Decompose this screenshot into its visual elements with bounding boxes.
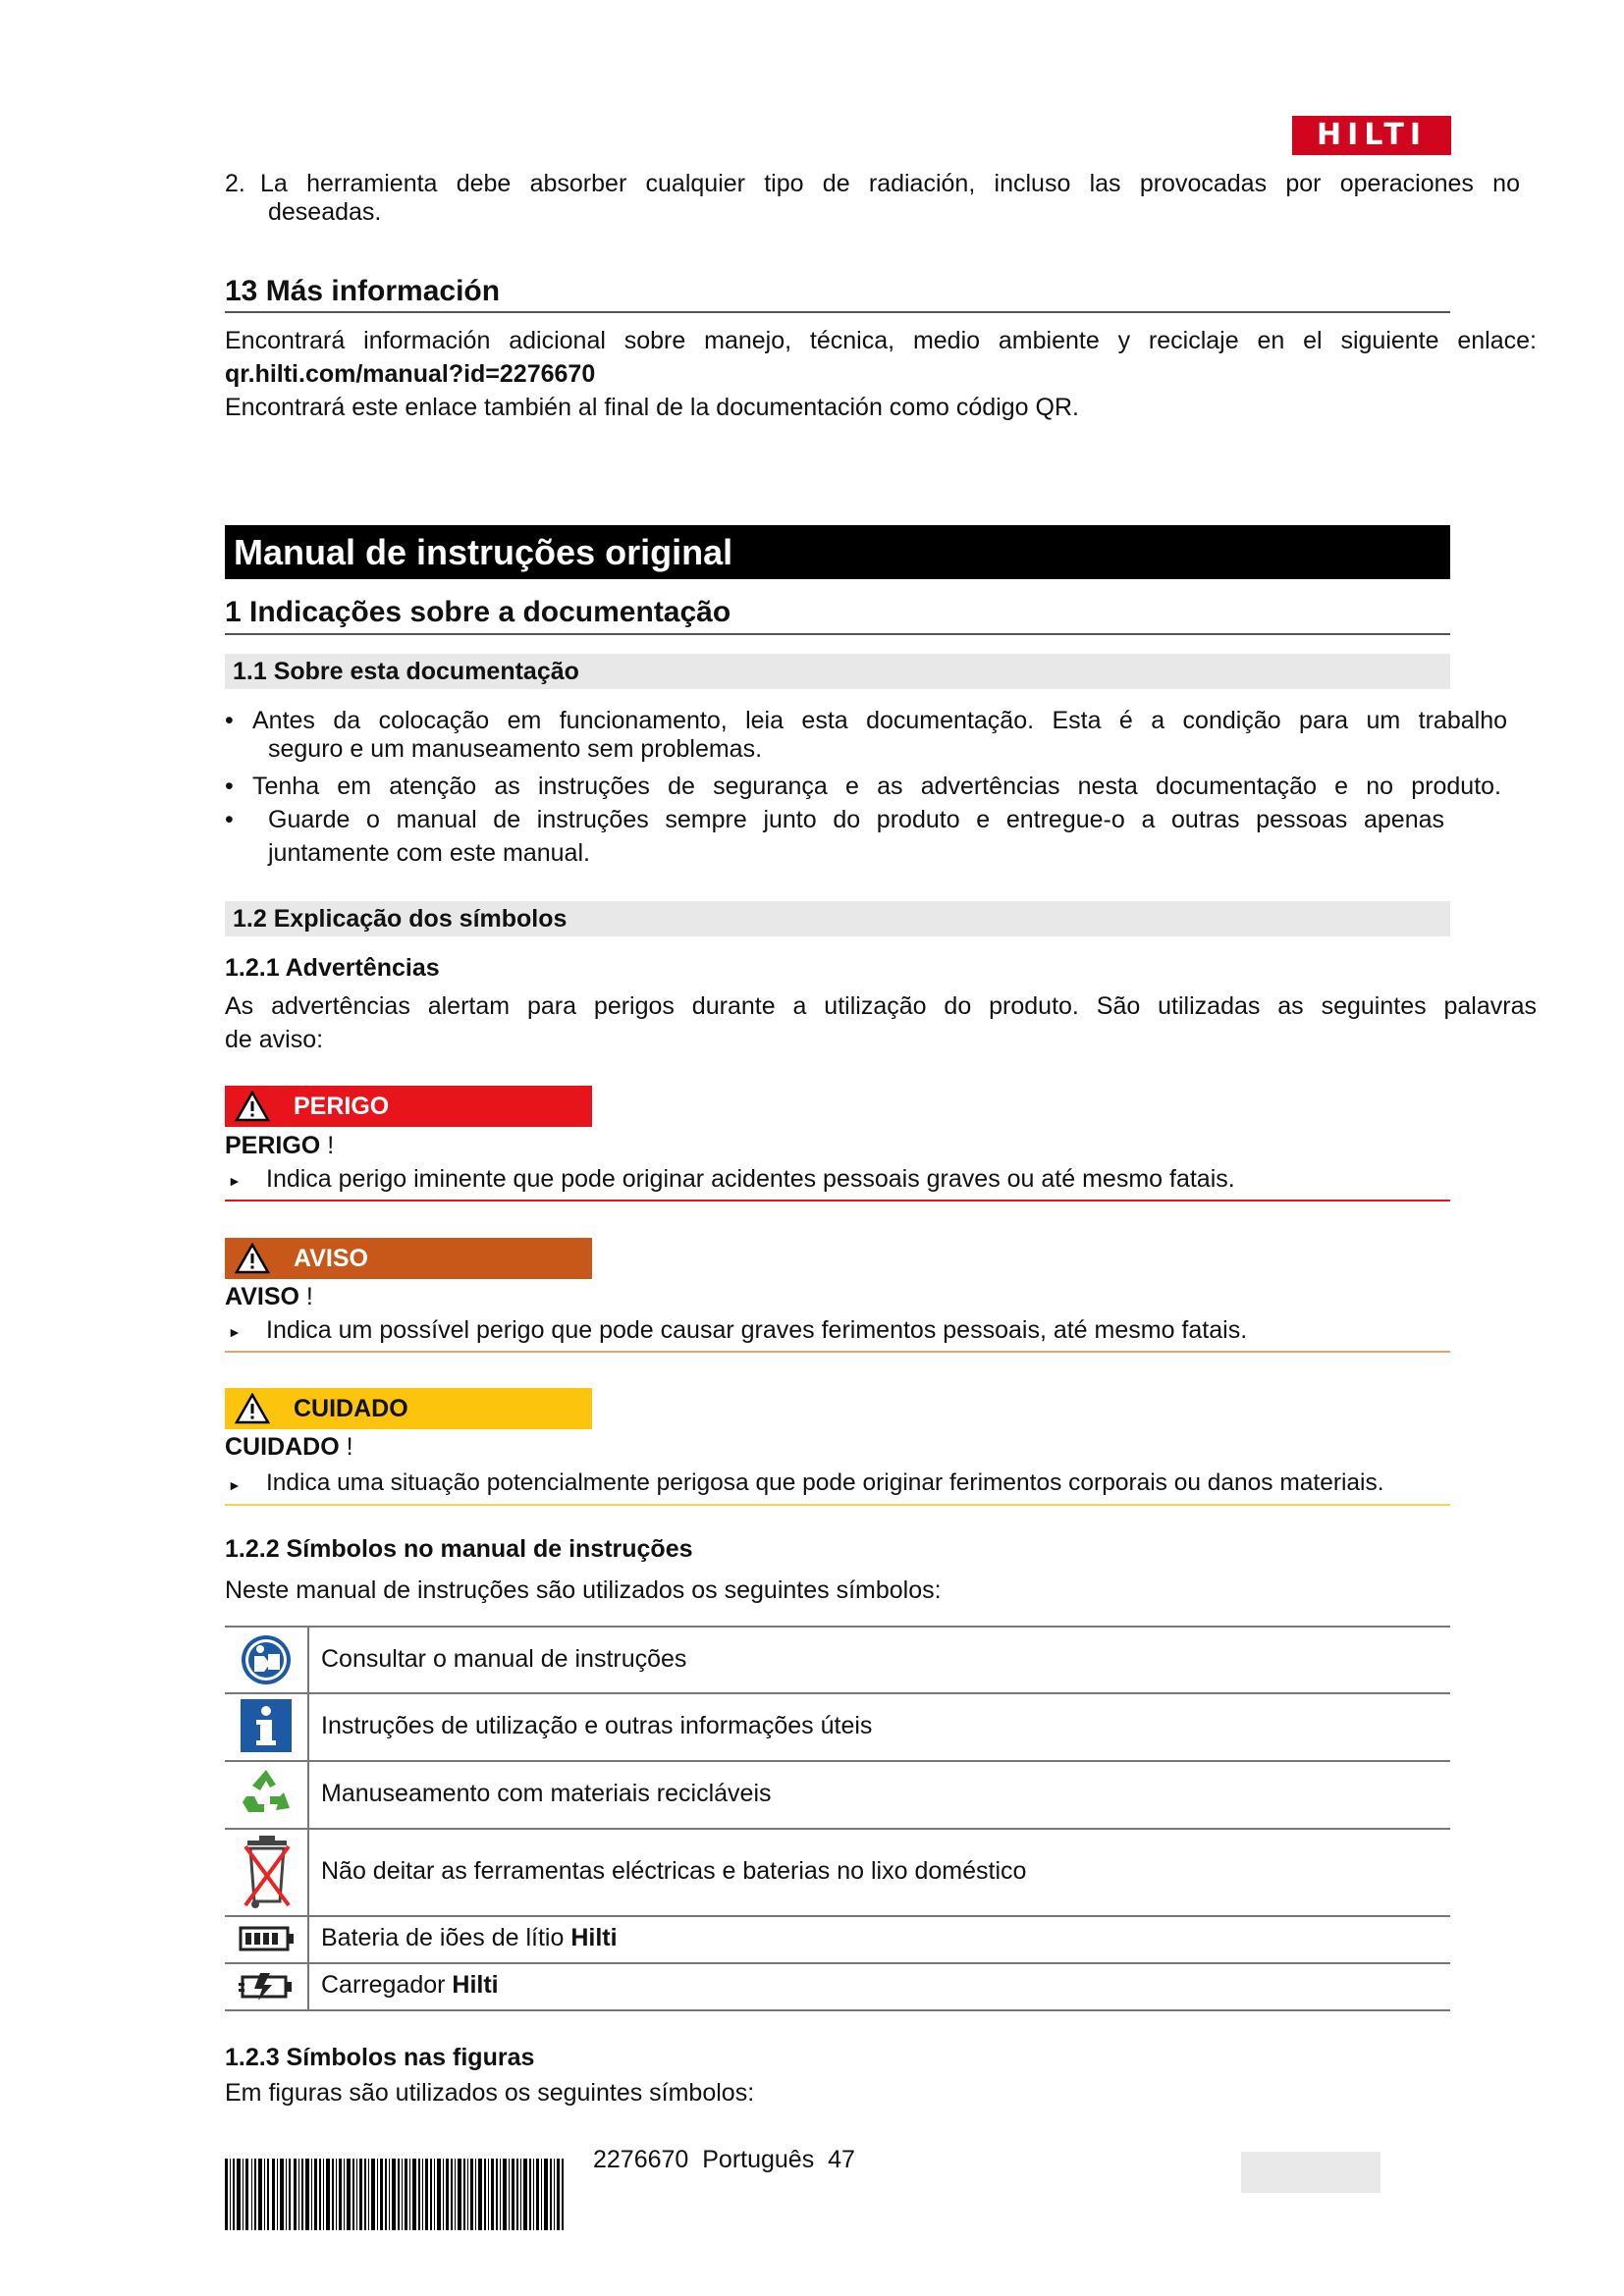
- info-icon: [241, 1699, 292, 1757]
- footer-gray-box: [1241, 2152, 1380, 2193]
- arrow-bullet-icon: ►: [228, 1324, 242, 1340]
- crossed-bin-icon: [242, 1833, 293, 1916]
- bullet-icon: •: [225, 707, 234, 734]
- heading-rule: [225, 633, 1450, 635]
- bullet-text: Guarde o manual de instruções sempre junto do produto e entregue-o a outras pessoas apenas: [268, 806, 1444, 833]
- symbol-label: Bateria de iões de lítio Hilti: [321, 1924, 618, 1951]
- signal-word-heading: PERIGO !: [225, 1132, 335, 1159]
- signal-word-warning: AVISO: [225, 1238, 592, 1279]
- table-rule: [225, 1760, 1450, 1762]
- subsubsection-heading: 1.2.2 Símbolos no manual de instruções: [225, 1535, 693, 1563]
- signal-word-caution: CUIDADO: [225, 1388, 592, 1429]
- charger-icon: [239, 1969, 298, 2007]
- symbol-label: Carregador Hilti: [321, 1971, 499, 1999]
- section-heading: 13 Más información: [225, 275, 501, 307]
- symbol-label: Consultar o manual de instruções: [321, 1645, 687, 1673]
- arrow-bullet-icon: ►: [228, 1477, 242, 1493]
- chapter-title: Manual de instruções original: [225, 525, 1450, 579]
- warning-triangle-icon: [235, 1091, 270, 1122]
- read-manual-icon: [241, 1634, 292, 1690]
- warning-triangle-icon: [235, 1243, 270, 1274]
- table-rule: [225, 1962, 1450, 1964]
- subsubsection-heading: 1.2.3 Símbolos nas figuras: [225, 2044, 535, 2071]
- signal-word-heading: CUIDADO !: [225, 1433, 353, 1461]
- symbol-label: Não deitar as ferramentas eléctricas e baterias no lixo doméstico: [321, 1857, 1027, 1885]
- page-number: 47: [828, 2146, 855, 2173]
- table-rule: [225, 1828, 1450, 1830]
- section-heading: 1 Indicações sobre a documentação: [225, 596, 731, 628]
- paragraph: Encontrará información adicional sobre manejo, técnica, medio ambiente y reciclaje en el siguiente enlace:: [225, 327, 1537, 354]
- barcode: [225, 2159, 564, 2230]
- list-number: 2.: [225, 170, 245, 197]
- symbol-label: Manuseamento com materiais recicláveis: [321, 1780, 772, 1807]
- hilti-logo: HILTI: [1292, 116, 1451, 155]
- arrow-bullet-icon: ►: [228, 1173, 242, 1189]
- warning-triangle-icon: [235, 1393, 270, 1424]
- signal-description: Indica um possível perigo que pode causar graves ferimentos pessoais, até mesmo fatais.: [266, 1316, 1248, 1344]
- footer-text: [593, 2143, 855, 2176]
- paragraph: Em figuras são utilizados os seguintes símbolos:: [225, 2079, 755, 2107]
- symbol-label: Instruções de utilização e outras informações úteis: [321, 1712, 873, 1739]
- subsubsection-heading: 1.2.1 Advertências: [225, 954, 440, 982]
- recycle-icon: [241, 1767, 292, 1825]
- paragraph: Encontrará este enlace también al final de la documentación como código QR.: [225, 394, 1079, 421]
- bullet-icon: •: [225, 806, 234, 833]
- document-number: 2276670: [593, 2146, 689, 2173]
- paragraph: As advertências alertam para perigos durante a utilização do produto. São utilizadas as seguintes palavras: [225, 992, 1537, 1020]
- table-rule: [225, 1692, 1450, 1694]
- signal-rule: [225, 1200, 1450, 1201]
- battery-icon: [239, 1925, 296, 1957]
- signal-word-danger: PERIGO: [225, 1086, 592, 1127]
- bullet-text: Antes da colocação em funcionamento, leia esta documentação. Esta é a condição para um trabalho: [252, 707, 1507, 734]
- bullet-icon: •: [225, 773, 234, 800]
- table-rule: [225, 2009, 1450, 2011]
- subsection-heading: 1.1 Sobre esta documentação: [225, 654, 1450, 689]
- signal-rule: [225, 1504, 1450, 1506]
- manual-link[interactable]: qr.hilti.com/manual?id=2276670: [225, 360, 596, 388]
- subsection-heading: 1.2 Explicação dos símbolos: [225, 901, 1450, 936]
- list-item-text: La herramienta debe absorber cualquier tipo de radiación, incluso las provocadas por operaciones no: [260, 170, 1520, 197]
- list-item-text-cont: deseadas.: [268, 198, 382, 226]
- footer-language: Português: [702, 2146, 815, 2173]
- bullet-text: Tenha em atenção as instruções de segurança e as advertências nesta documentação e no produto.: [252, 773, 1501, 800]
- bullet-text-cont: seguro e um manuseamento sem problemas.: [268, 735, 763, 763]
- paragraph-cont: de aviso:: [225, 1026, 324, 1053]
- table-rule: [225, 1626, 1450, 1628]
- bullet-text-cont: juntamente com este manual.: [268, 839, 590, 867]
- signal-word-heading: AVISO !: [225, 1283, 313, 1310]
- heading-rule: [225, 311, 1450, 313]
- signal-description: Indica perigo iminente que pode originar acidentes pessoais graves ou até mesmo fatais.: [266, 1165, 1235, 1193]
- table-rule: [225, 1915, 1450, 1917]
- signal-rule: [225, 1351, 1450, 1353]
- signal-description: Indica uma situação potencialmente perigosa que pode originar ferimentos corporais ou danos materiais.: [266, 1469, 1384, 1496]
- table-divider: [307, 1626, 309, 2011]
- paragraph: Neste manual de instruções são utilizados os seguintes símbolos:: [225, 1576, 942, 1604]
